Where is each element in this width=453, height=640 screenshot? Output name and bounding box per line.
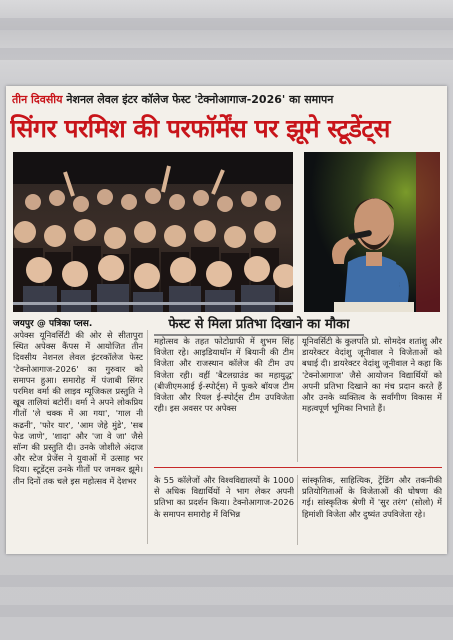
section-rule	[154, 467, 442, 468]
newspaper-clipping	[6, 86, 447, 554]
blur-band	[0, 48, 453, 60]
singer-illustration	[304, 152, 440, 312]
column-text: के 55 कॉलेजों और विश्वविद्यालयों के 1000 से अधिक विद्यार्थियों ने भाग लेकर अपनी प्रतिभा का प्रदर्शन किया। टेक्नोआगाज-2026 के समापन समारोह में विभिन्न	[154, 475, 294, 519]
column-text: सांस्कृतिक, साहित्यिक, ट्रेंडिंग और तकनीकी प्रतियोगिताओं के विजेताओं की घोषणा की गई। सांस्कृतिक श्रेणी में 'सुर तरंग' (सोलो) में हिमांशी विजेता और दुष्यंत उपविजेता रहे।	[302, 475, 442, 519]
byline: जयपुर @ पत्रिका प्लस.	[13, 319, 93, 329]
column-divider	[297, 475, 298, 545]
article-column-1	[13, 330, 143, 542]
article-column-4	[154, 475, 294, 545]
blur-band	[0, 575, 453, 587]
crowd-photo	[13, 152, 293, 312]
kicker-highlight: तीन दिवसीय	[12, 93, 63, 106]
article-column-5	[302, 475, 442, 545]
column-divider	[297, 336, 298, 462]
column-text: अपेक्स यूनिवर्सिटी की ओर से सीतापुरा स्थित अपेक्स कैंपस में आयोजित तीन दिवसीय नेशनल लेवल इंटरकॉलेज फेस्ट 'टेक्नोआगाज-2026' का गुरुवार को समापन हुआ। समारोह में पंजाबी सिंगर परमिश वर्मा की लाइव म्यूजिकल प्रस्तुति ने खूब तालियां बटोरीं। वर्मा ने अपने लोकप्रिय गीतों 'ले चक्क में आ गया', 'गाल नी कढनी', 'फोर यार', 'आम जेहे मुंडे', 'सब फेड जाणे', 'शादा' और 'जा वे जा' जैसे सॉन्ग की प्रस्तुति दी। उनके जोशीले अंदाज और स्टेज प्रेजेंस ने युवाओं में उत्साह भर दिया। स्टूडेंट्स उनके गीतों पर जमकर झूमे। तीन दिनों तक चले इस महोत्सव में देशभर	[13, 330, 143, 486]
blur-band	[0, 605, 453, 617]
column-divider	[147, 330, 148, 544]
subheading: फेस्ट से मिला प्रतिभा दिखाने का मौका	[154, 316, 364, 336]
singer-photo	[304, 152, 440, 312]
column-text: महोत्सव के तहत फोटोग्राफी में शुभम सिंह विजेता रहे। आइडियाथॉन में बियानी की टीम विजेता और राजस्थान कॉलेज की टीम उप विजेता रही। वहीं 'बैटलग्राउंड का महायुद्ध' (बीजीएमआई ई-स्पोर्ट्स) में फुकरे बॉयज टीम विजेता और रियल ई-स्पोर्ट्स टीम उपविजेता रही। इस अवसर पर अपेक्स	[154, 336, 294, 414]
article-column-3	[302, 336, 442, 460]
crowd-illustration	[13, 152, 293, 312]
kicker-text: नेशनल लेवल इंटर कॉलेज फेस्ट 'टेक्नोआगाज-2026' का समापन	[62, 93, 334, 106]
column-text: यूनिवर्सिटी के कुलपति प्रो. सोमदेव शतांशु और डायरेक्टर वेदांशु जूनीवाल ने विजेताओं को बधाई दी। डायरेक्टर वेदांशु जूनीवाल ने कहा कि 'टेक्नोआगाज' जैसे आयोजन विद्यार्थियों को अपनी प्रतिभा दिखाने का मंच प्रदान करते हैं और उनके व्यक्तित्व के सर्वांगीण विकास में महत्वपूर्ण भूमिका निभाते हैं।	[302, 336, 442, 414]
headline-title: सिंगर परमिश की परफॉर्मेंस पर झूमे स्टूडेंट्स	[10, 114, 390, 143]
headline-kicker	[12, 92, 442, 108]
blur-band	[0, 18, 453, 30]
article-column-2	[154, 336, 294, 460]
